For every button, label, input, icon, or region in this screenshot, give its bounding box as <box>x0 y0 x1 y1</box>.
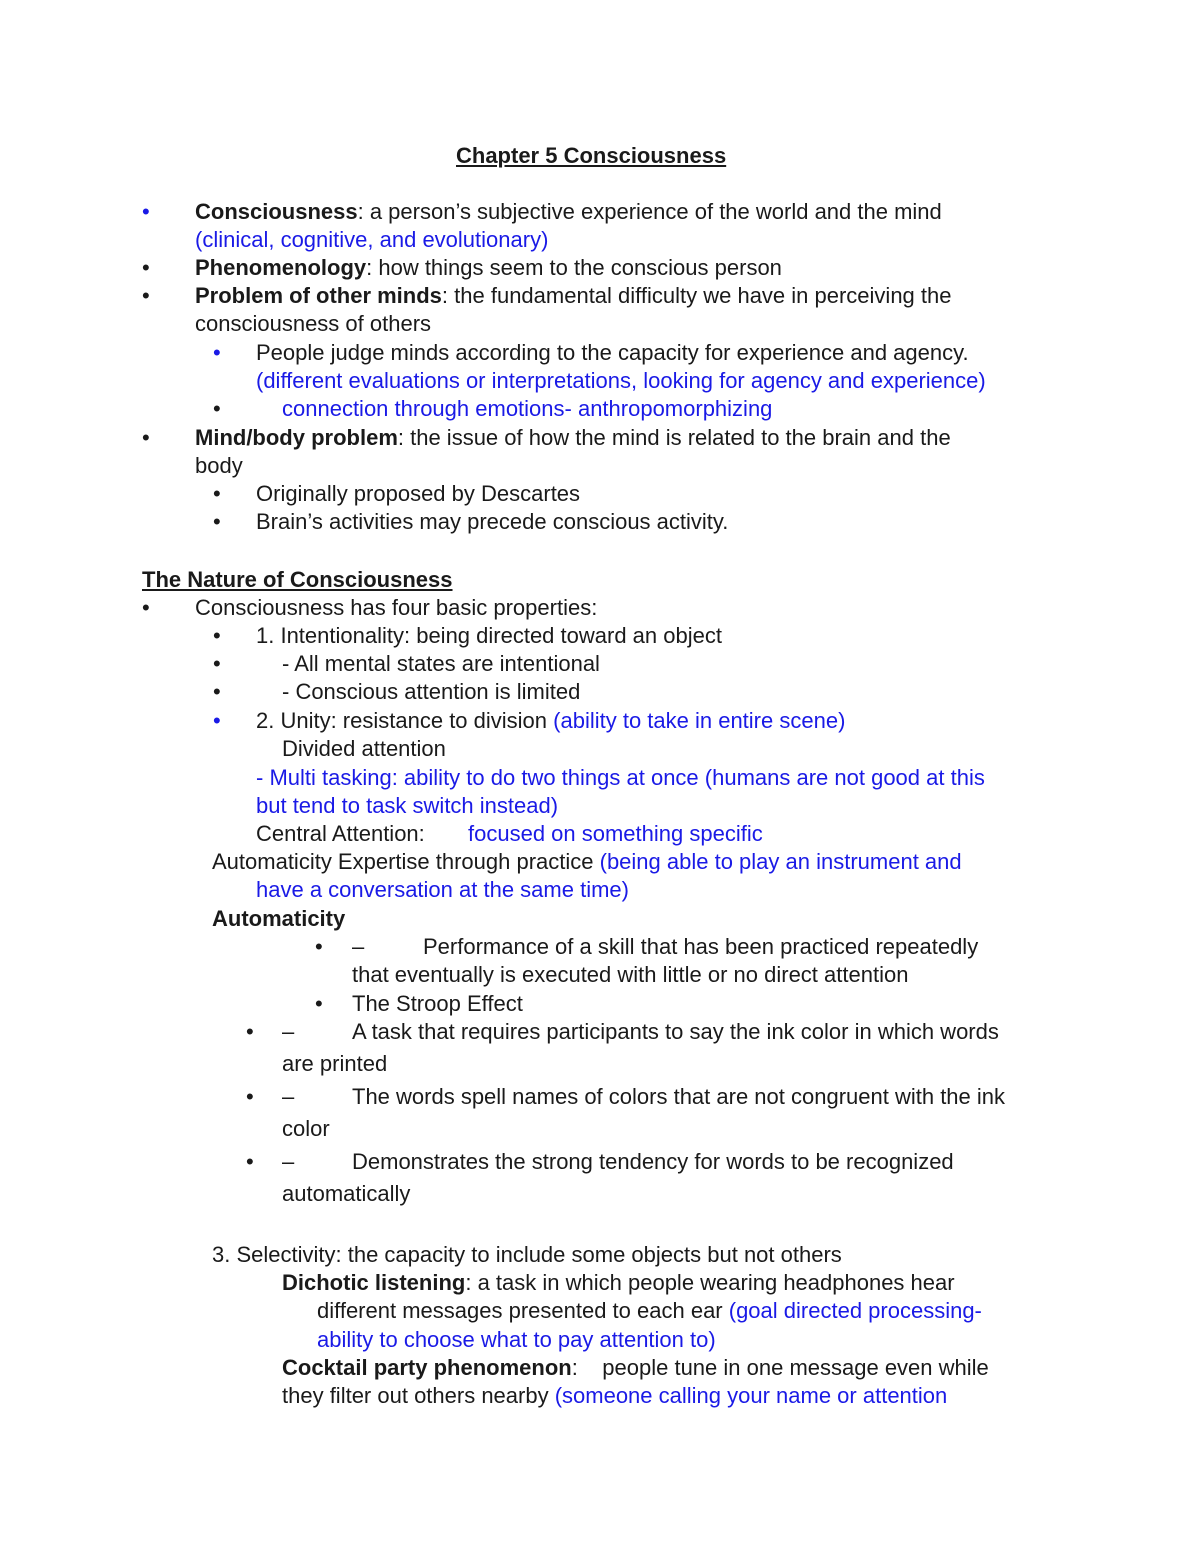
other-minds-def-cont: consciousness of others <box>195 311 432 336</box>
connection-note: connection through emotions- anthropomorphizing <box>282 396 773 421</box>
definition: : the fundamental difficulty we have in perceiving the <box>441 283 952 308</box>
stroop-demo-cont: automatically <box>282 1181 411 1206</box>
consciousness-note: (clinical, cognitive, and evolutionary) <box>195 227 549 252</box>
dichotic-note-cont: ability to choose what to pay attention to) <box>317 1327 716 1352</box>
term: Mind/body problem <box>195 425 398 450</box>
term: Phenomenology <box>195 255 367 280</box>
mind-body-def <box>195 424 951 452</box>
bullet: • <box>246 1019 254 1044</box>
multitasking: - Multi tasking: ability to do two things at once (humans are not good at this <box>256 765 985 790</box>
dash: – <box>282 1019 295 1044</box>
auto-exp-note: (being able to play an instrument and <box>599 849 962 874</box>
stroop-words: The words spell names of colors that are not congruent with the ink <box>352 1084 1006 1109</box>
stroop-task-cont: are printed <box>282 1051 388 1076</box>
definition: : people tune in one message even while <box>571 1355 989 1380</box>
people-judge-note: (different evaluations or interpretations, looking for agency and experience) <box>256 368 986 393</box>
bullet: • <box>142 199 150 224</box>
unity <box>256 707 845 735</box>
cocktail-party <box>282 1354 989 1382</box>
bullet: • <box>213 651 221 676</box>
term: Dichotic listening <box>282 1270 466 1295</box>
bullet: • <box>213 623 221 648</box>
performance-cont: that eventually is executed with little or no direct attention <box>352 962 909 987</box>
divided-attention: Divided attention <box>282 736 446 761</box>
brain-activity: Brain’s activities may precede conscious activity. <box>256 509 729 534</box>
auto-exp-note-cont: have a conversation at the same time) <box>256 877 629 902</box>
section-heading: The Nature of Consciousness <box>142 567 453 592</box>
bullet: • <box>213 509 221 534</box>
stroop-task: A task that requires participants to say the ink color in which words <box>352 1019 999 1044</box>
multitasking-cont: but tend to task switch instead) <box>256 793 559 818</box>
central-attention-note: focused on something specific <box>468 821 763 846</box>
term: Consciousness <box>195 199 358 224</box>
consciousness-def <box>195 198 942 226</box>
dichotic-cont <box>317 1297 982 1325</box>
stroop-words-cont: color <box>282 1116 330 1141</box>
page-title: Chapter 5 Consciousness <box>456 143 727 168</box>
dichotic-note: (goal directed processing- <box>728 1298 982 1323</box>
definition-cont: different messages presented to each ear <box>317 1298 729 1323</box>
bullet: • <box>213 340 221 365</box>
bullet: • <box>246 1149 254 1174</box>
bullet: • <box>142 283 150 308</box>
mind-body-def-cont: body <box>195 453 243 478</box>
stroop-effect: The Stroop Effect <box>352 991 523 1016</box>
definition-cont: they filter out others nearby <box>282 1383 555 1408</box>
other-minds-def <box>195 282 952 310</box>
definition: : a task in which people wearing headphones hear <box>465 1270 955 1295</box>
bullet: • <box>213 708 221 733</box>
bullet: • <box>213 396 221 421</box>
definition: : the issue of how the mind is related to the brain and the <box>397 425 951 450</box>
automaticity-expertise <box>212 848 962 876</box>
dichotic-listening <box>282 1269 955 1297</box>
dash: – <box>352 934 365 959</box>
selectivity: 3. Selectivity: the capacity to include some objects but not others <box>212 1242 842 1267</box>
auto-exp-text: Automaticity Expertise through practice <box>212 849 600 874</box>
conscious-attention: - Conscious attention is limited <box>282 679 581 704</box>
central-attention: Central Attention: <box>256 821 425 846</box>
bullet: • <box>246 1084 254 1109</box>
unity-note: (ability to take in entire scene) <box>553 708 846 733</box>
stroop-demo: Demonstrates the strong tendency for words to be recognized <box>352 1149 954 1174</box>
phenomenology-def <box>195 254 782 282</box>
dash: – <box>282 1149 295 1174</box>
four-properties: Consciousness has four basic properties: <box>195 595 598 620</box>
cocktail-note: (someone calling your name or attention <box>554 1383 948 1408</box>
unity-text: 2. Unity: resistance to division <box>256 708 554 733</box>
dash: – <box>282 1084 295 1109</box>
bullet: • <box>213 481 221 506</box>
term: Problem of other minds <box>195 283 442 308</box>
bullet: • <box>213 679 221 704</box>
bullet: • <box>142 425 150 450</box>
definition: : how things seem to the conscious person <box>366 255 782 280</box>
term: Cocktail party phenomenon <box>282 1355 572 1380</box>
descartes: Originally proposed by Descartes <box>256 481 581 506</box>
bullet: • <box>315 991 323 1016</box>
people-judge: People judge minds according to the capacity for experience and agency. <box>256 340 969 365</box>
intentionality: 1. Intentionality: being directed toward an object <box>256 623 722 648</box>
all-mental-states: - All mental states are intentional <box>282 651 600 676</box>
bullet: • <box>315 934 323 959</box>
performance: Performance of a skill that has been practiced repeatedly <box>423 934 979 959</box>
cocktail-cont <box>282 1382 947 1410</box>
automaticity-heading: Automaticity <box>212 906 346 931</box>
definition: : a person’s subjective experience of the world and the mind <box>357 199 942 224</box>
bullet: • <box>142 255 150 280</box>
bullet: • <box>142 595 150 620</box>
